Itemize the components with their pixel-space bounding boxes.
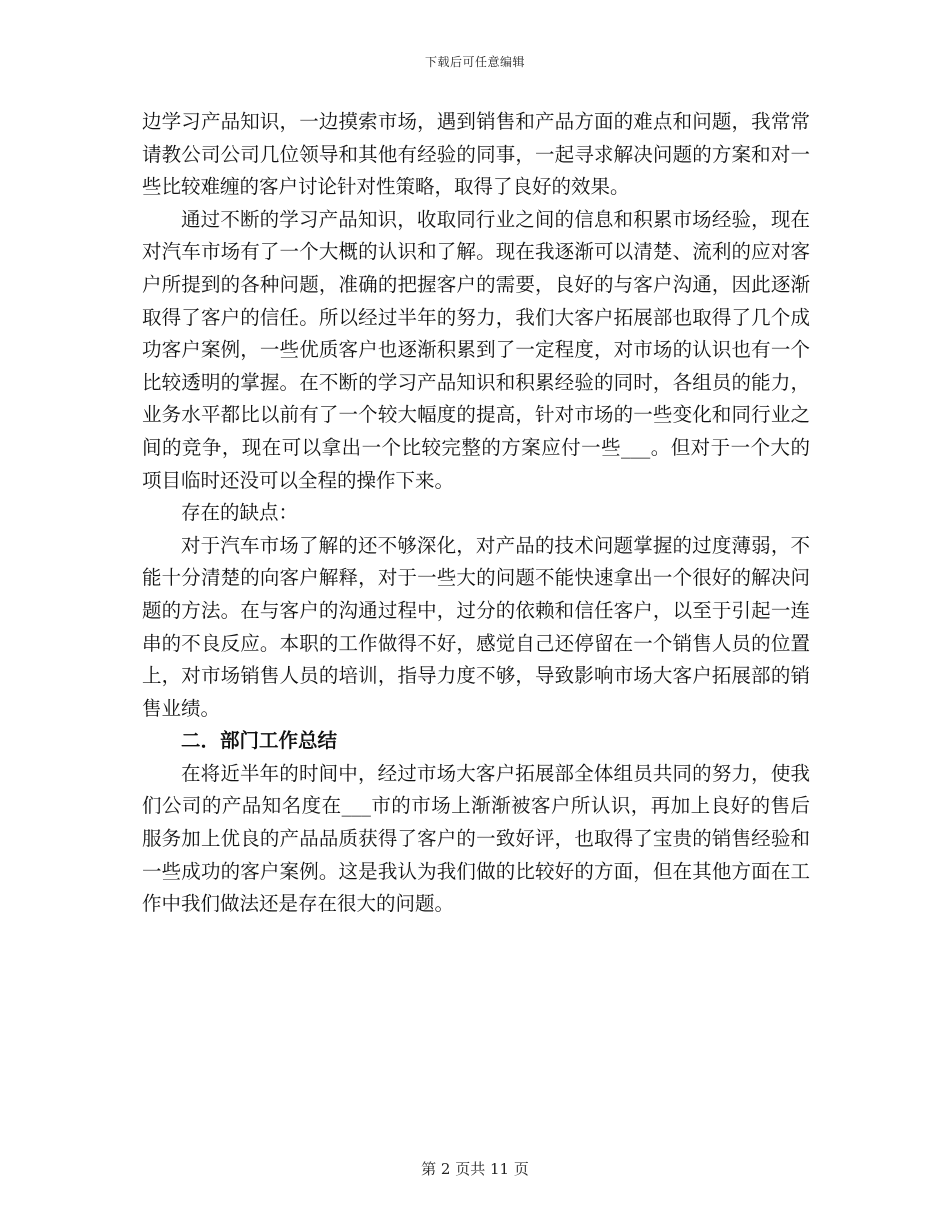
document-body (142, 106, 810, 921)
paragraph-progress: 通过不断的学习产品知识，收取同行业之间的信息和积累市场经验，现在对汽车市场有了一个大概的认识和了解。现在我逐渐可以清楚、流利的应对客户所提到的各种问题，准确的把握客户的需要，良好的与客户沟通，因此逐渐取得了客户的信任。所以经过半年的努力，我们大客户拓展部也取得了几个成功客户案例，一些优质客户也逐渐积累到了一定程度，对市场的认识也有一个比较透明的掌握。在不断的学习产品知识和积累经验的同时，各组员的能力，业务水平都比以前有了一个较大幅度的提高，针对市场的一些变化和同行业之间的竞争，现在可以拿出一个比较完整的方案应付一些___。但对于一个大的项目临时还没可以全程的操作下来。 (142, 207, 810, 492)
page-number: 第 2 页共 11 页 (421, 1160, 529, 1178)
paragraph-department-summary: 在将近半年的时间中，经过市场大客户拓展部全体组员共同的努力，使我们公司的产品知名度在___市的市场上渐渐被客户所认识，再加上良好的售后服务加上优良的产品品质获得了客户的一致好评，也取得了宝贵的销售经验和一些成功的客户案例。这是我认为我们做的比较好的方面，但在其他方面在工作中我们做法还是存在很大的问题。 (142, 761, 810, 916)
section-heading: 二．部门工作总结 (181, 729, 338, 753)
paragraph-continued: 边学习产品知识，一边摸索市场，遇到销售和产品方面的难点和问题，我常常请教公司公司几位领导和其他有经验的同事，一起寻求解决问题的方案和对一些比较难缠的客户讨论针对性策略，取得了良好的效果。 (142, 110, 810, 199)
page-header-note: 下载后可任意编辑 (424, 55, 525, 69)
paragraph-shortcomings: 对于汽车市场了解的还不够深化，对产品的技术问题掌握的过度薄弱，不能十分清楚的向客户解释，对于一些大的问题不能快速拿出一个很好的解决问题的方法。在与客户的沟通过程中，过分的依赖和信任客户，以至于引起一连串的不良反应。本职的工作做得不好，感觉自己还停留在一个销售人员的位置上，对市场销售人员的培训，指导力度不够，导致影响市场大客户拓展部的销售业绩。 (142, 533, 810, 720)
paragraph-shortcomings-label: 存在的缺点： (181, 501, 299, 525)
